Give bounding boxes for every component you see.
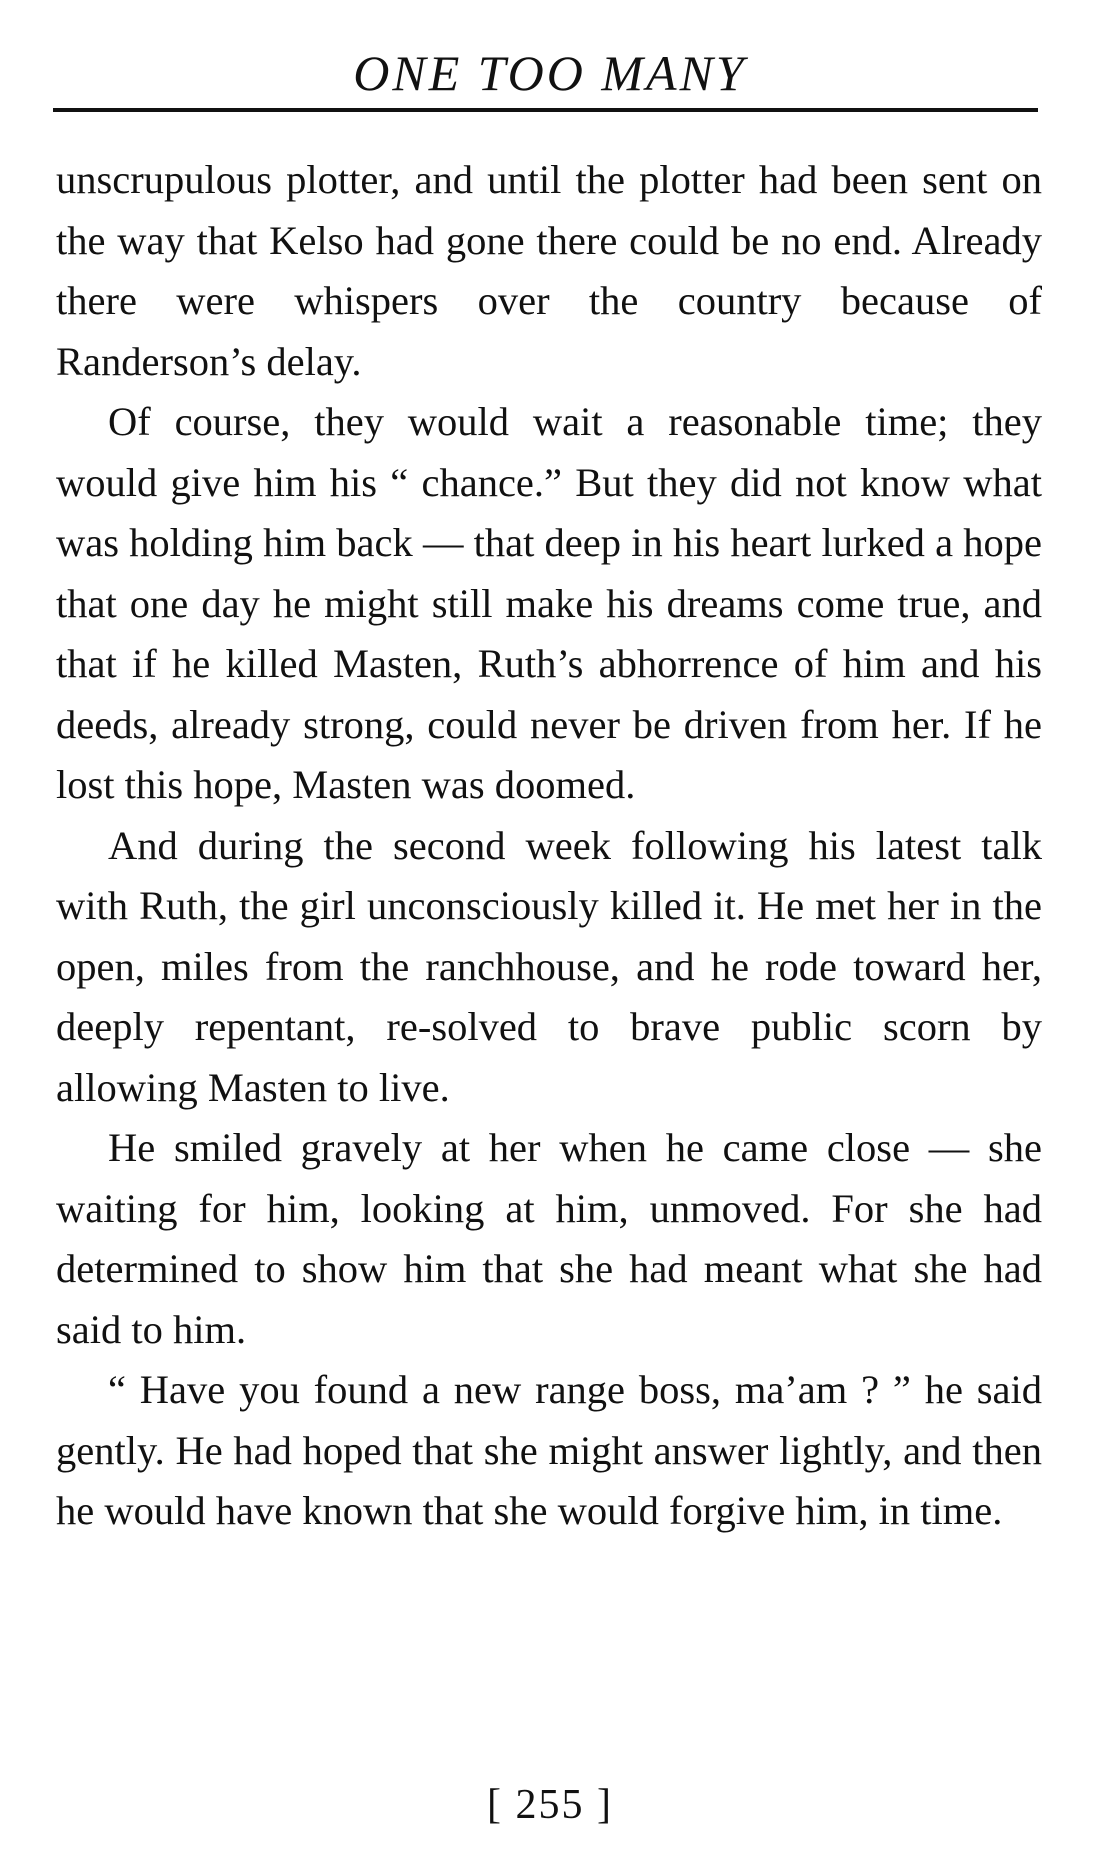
paragraph-3: And during the second week following his latest talk with Ruth, the girl unconsciously killed it. He met her in the open, miles from the ranchhouse, and he rode toward her, deeply repentant, re-solved to brave public scorn by allowing Masten to live. — [56, 822, 1042, 1110]
paragraph-1: unscrupulous plotter, and until the plotter had been sent on the way that Kelso had gone there could be no end. Already there were whispers over the country because of Randerson’s delay. — [56, 157, 1042, 384]
page-number: [ 255 ] — [487, 1782, 613, 1828]
running-head: ONE TOO MANY — [353, 45, 747, 101]
header-rule — [53, 108, 1038, 112]
body-text — [56, 150, 1042, 1542]
paragraph-2: Of course, they would wait a reasonable time; they would give him his “ chance.” But they did not know what was holding him back — that deep in his heart lurked a hope that one day he might still make his dreams come true, and that if he killed Masten, Ruth’s abhorrence of him and his deeds, already strong, could never be driven from her. If he lost this hope, Masten was doomed. — [56, 399, 1042, 807]
paragraph-4: He smiled gravely at her when he came close — she waiting for him, looking at him, unmoved. For she had determined to show him that she had meant what she had said to him. — [56, 1125, 1042, 1352]
paragraph-5: “ Have you found a new range boss, ma’am ? ” he said gently. He had hoped that she might answer lightly, and then he would have known that she would forgive him, in time. — [56, 1367, 1042, 1533]
